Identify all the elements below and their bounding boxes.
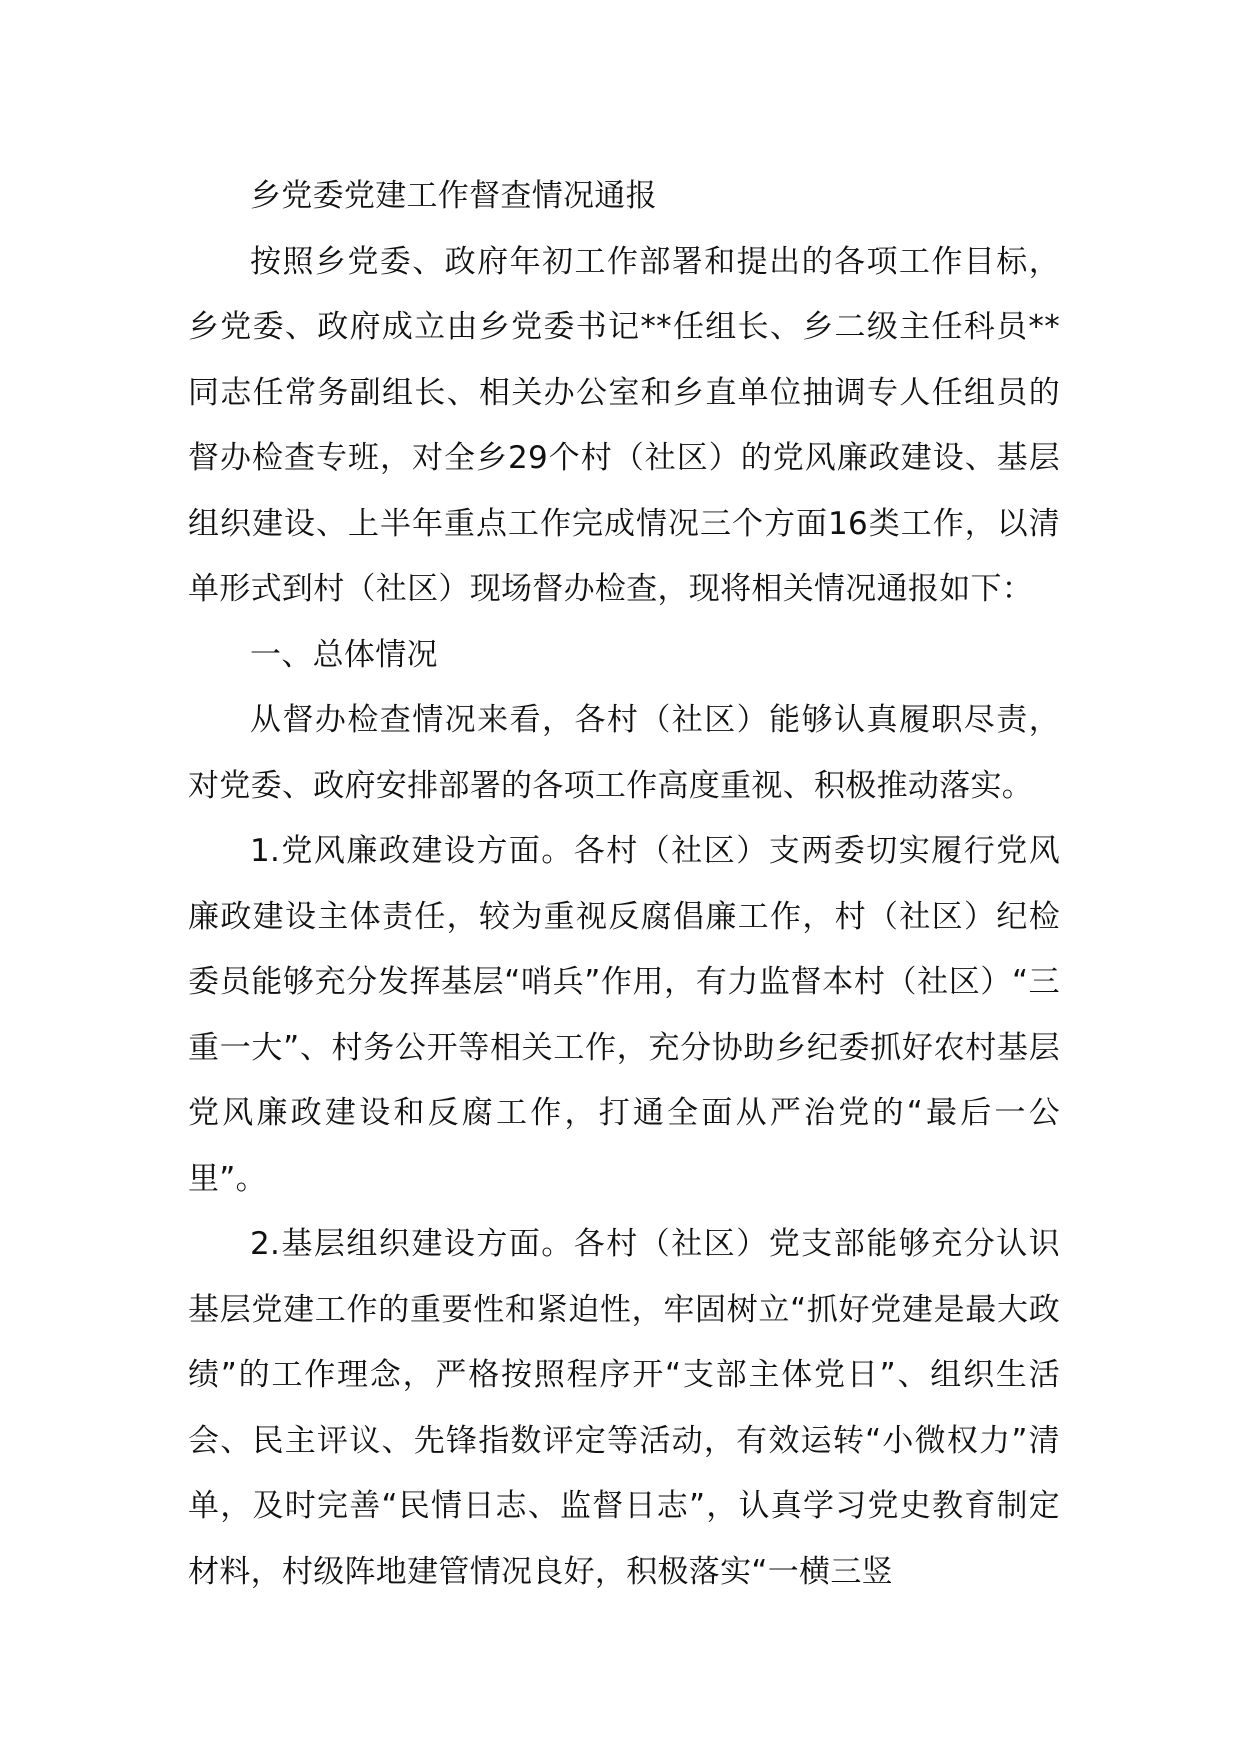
paragraph-integrity-building: 1.党风廉政建设方面。各村（社区）支两委切实履行党风廉政建设主体责任，较为重视反腐倡廉工作，村（社区）纪检委员能够充分发挥基层“哨兵”作用，有力监督本村（社区）“三重一大”、村务公开等相关工作，充分协助乡纪委抓好农村基层党风廉政建设和反腐工作，打通全面从严治党的“最后一公里”。 <box>188 833 1060 1197</box>
paragraph-intro: 按照乡党委、政府年初工作部署和提出的各项工作目标，乡党委、政府成立由乡党委书记**任组长、乡二级主任科员**同志任常务副组长、相关办公室和乡直单位抽调专人任组员的督办检查专班，对全乡29个村（社区）的党风廉政建设、基层组织建设、上半年重点工作完成情况三个方面16类工作，以清单形式到村（社区）现场督办检查，现将相关情况通报如下： <box>188 243 1060 607</box>
paragraph-overall: 从督办检查情况来看，各村（社区）能够认真履职尽责，对党委、政府安排部署的各项工作高度重视、积极推动落实。 <box>188 702 1060 804</box>
paragraph-organization-building: 2.基层组织建设方面。各村（社区）党支部能够充分认识基层党建工作的重要性和紧迫性，牢固树立“抓好党建是最大政绩”的工作理念，严格按照程序开“支部主体党日”、组织生活会、民主评议、先锋指数评定等活动，有效运转“小微权力”清单，及时完善“民情日志、监督日志”，认真学习党史教育制定材料，村级阵地建管情况良好，积极落实“一横三竖 <box>188 1226 1060 1590</box>
document-body <box>188 164 1060 1605</box>
section-heading-overall: 一、总体情况 <box>250 636 438 673</box>
document-title: 乡党委党建工作督查情况通报 <box>250 178 657 214</box>
